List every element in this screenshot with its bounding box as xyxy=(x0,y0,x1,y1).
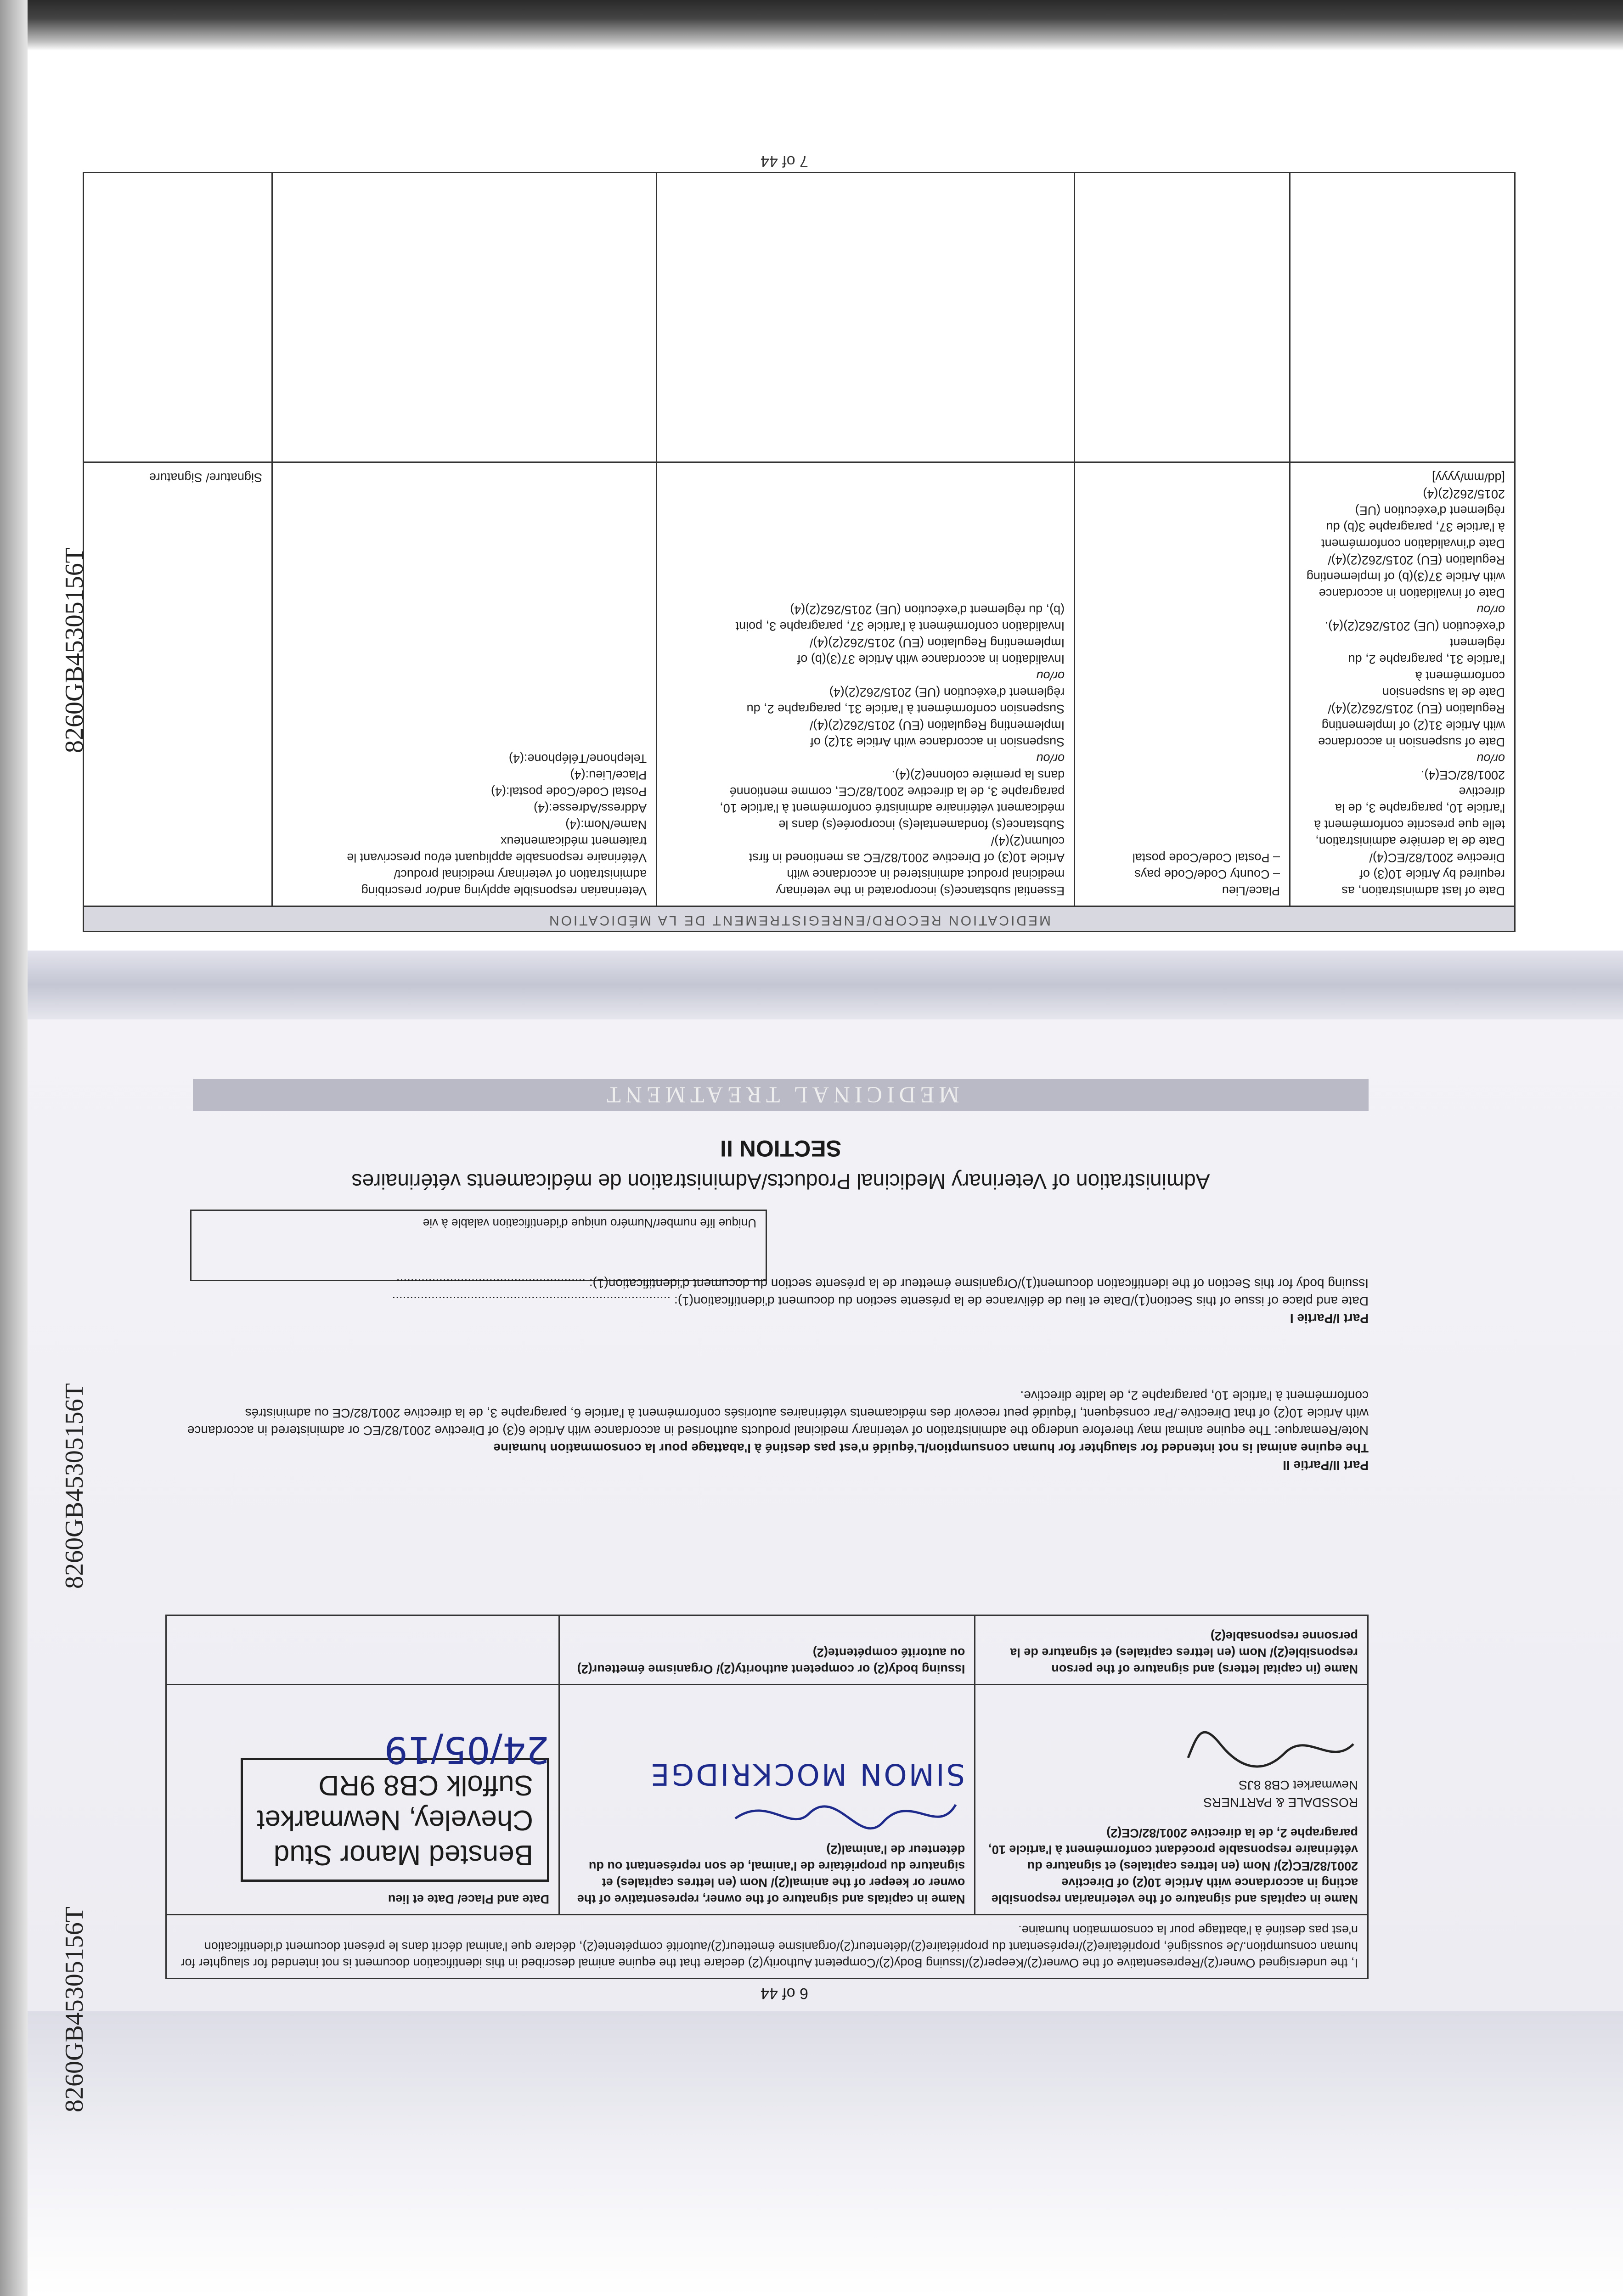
col4-line: administration of veterinary medicinal product/ xyxy=(394,867,647,881)
col1-line: required by Article 10(3) of xyxy=(1359,867,1505,881)
col3-line: or/ou xyxy=(1036,669,1065,683)
date-column-header xyxy=(1290,462,1515,906)
col1-line: Directive 2001/82/EC(4)/ xyxy=(1369,851,1505,865)
col4-line: Address/Adresse:(4) xyxy=(534,801,647,815)
col1-line: or/ou xyxy=(1476,603,1505,617)
signature-entry-cell[interactable] xyxy=(84,173,272,462)
part2-note: Note/Remarque: The equine animal may therefore undergo the administration of veterinary medicinal products authorised in accordance with Article 6(3) of Directive 2001/82/EC or administered in accordance with Article 10(2) of that Directive./Par conséquent, l'équidé peut recevoir des médicaments vétérinaires autorisés conformément à l'article 6, paragraphe 3, de la directive 2001/82/CE ou administrés conformément à l'article 10, paragraphe 2, de ladite directive. xyxy=(187,1389,1369,1438)
owner-signature-cell[interactable] xyxy=(559,1685,975,1915)
veterinarian-signature-cell[interactable] xyxy=(975,1685,1368,1915)
passport-gutter xyxy=(28,951,1623,1019)
scan-left-edge xyxy=(0,0,28,2296)
medication-record-banner: MEDICATION RECORD/ENREGISTREMENT DE LA MÉDICATION xyxy=(84,906,1515,932)
blank-cell[interactable] xyxy=(166,1615,559,1685)
issuing-body-cell[interactable] xyxy=(559,1615,975,1685)
declaration-text: I, the undersigned Owner(2)/Representative of the Owner(2)/Keeper(2)/Issuing Body(2)/Competent Authority(2) declare that the equine animal described in this identification document is not intended for slaughter for human consumption./Je soussigné, propriétaire(2)/représentant du propriétaire(2)/détenteur(2)/organisme émetteur(2)/autorité compétente(2), déclare que l'animal décrit dans le présent document d'identification n'est pas destiné à l'abattage pour la consommation humaine. xyxy=(166,1915,1368,1979)
vet-stamp-line-2: Newmarket CB8 8JS xyxy=(1239,1778,1358,1792)
col1-line: Date d'invalidation conformément xyxy=(1321,537,1505,551)
part1-block xyxy=(165,1275,1369,1327)
place-column-header xyxy=(1075,462,1290,906)
medicinal-treatment-banner xyxy=(193,1079,1369,1111)
owner-signature xyxy=(726,1786,965,1841)
place-entry-cell[interactable] xyxy=(1075,173,1290,462)
col4-line: Postal Code/Code postal:(4) xyxy=(490,785,647,799)
col3-line: Article 10(3) of Directive 2001/82/EC as mentioned in first xyxy=(749,851,1065,865)
date-place-cell[interactable] xyxy=(166,1685,559,1915)
col1-line: l'article 10, paragraphe 3, de la directive xyxy=(1335,785,1505,815)
col3-line: Essential substance(s) incorporated in the veterinary xyxy=(776,884,1065,898)
col2-line: – County Code/Code pays xyxy=(1134,867,1280,881)
section-subtitle: Administration of Veterinary Medicinal Products/Administration de médicaments vétérinaires xyxy=(351,1170,1210,1193)
col1-line: l'article 31, paragraphe 2, du règlement xyxy=(1348,636,1505,666)
col4-line: Telephone/Téléphone:(4) xyxy=(508,752,647,765)
veterinarian-signature xyxy=(1183,1726,1358,1776)
col1-line: Date of last administration, as xyxy=(1341,884,1505,898)
signature-label: Signature/ Signature xyxy=(149,471,263,484)
part1-issue-date-line: Date and place of issue of this Section(1)/Date et lieu de délivrance de la présente section du document d'identification(1): .............................................................................. xyxy=(392,1294,1369,1308)
page-number-lower: 6 of 44 xyxy=(761,1985,808,2002)
part1-title: Part I/Partie I xyxy=(1290,1311,1369,1326)
col1-line: with Article 31(2) of Implementing xyxy=(1321,719,1505,732)
col3-line: or/ou xyxy=(1036,752,1065,765)
col4-line: Name/Nom:(4) xyxy=(565,818,647,832)
col1-line: règlement d'exécution (UE) 2015/262(2)(4) xyxy=(1355,487,1505,518)
part1-issuing-body-line: Issuing body for this Section of the identification document(1)/Organisme émetteur de la présente section du document d'identification(1): ..................................................... xyxy=(396,1277,1369,1291)
scan-bottom-shading xyxy=(28,2011,1623,2296)
col3-line: règlement d'exécution (UE) 2015/262(2)(4) xyxy=(829,686,1065,699)
part2-title: Part II/Partie II xyxy=(1283,1458,1369,1473)
col1-line: Date of invalidation in accordance xyxy=(1319,586,1505,600)
substance-column-text xyxy=(666,602,1065,899)
col3-line: paragraphe 3, de la directive 2001/82/CE, comme mentionné xyxy=(729,785,1065,799)
banner-text: MEDICINAL TREATMENT xyxy=(602,1082,959,1108)
medication-record-page xyxy=(64,106,1534,951)
col1-line: Date of suspension in accordance xyxy=(1318,735,1505,749)
col4-line: traitement médicamenteux xyxy=(501,834,647,848)
col1-line: Date de la dernière administration, xyxy=(1315,834,1505,848)
page-number-upper: 7 of 44 xyxy=(761,152,808,170)
date-column-text xyxy=(1300,469,1505,899)
col1-line: d'exécution (UE) 2015/262(2)(4). xyxy=(1324,619,1505,633)
col2-line: Place/Lieu xyxy=(1222,884,1280,898)
date-entry-cell[interactable] xyxy=(1290,173,1515,462)
col4-line: Veterinarian responsible applying and/or prescribing xyxy=(361,884,647,898)
col1-line: Regulation (EU) 2015/262(2)(4)/ xyxy=(1328,702,1505,716)
veterinarian-entry-cell[interactable] xyxy=(272,173,657,462)
place-column-text xyxy=(1084,850,1280,899)
part2-block xyxy=(165,1387,1369,1474)
col3-line: Invalidation conformément à l'article 37, paragraphe 3, point xyxy=(735,619,1065,633)
col1-line: Date de la suspension conformément à xyxy=(1382,669,1505,699)
unique-life-number-box[interactable] xyxy=(190,1210,767,1281)
col3-line: medicinal product administered in accordance with xyxy=(787,867,1065,881)
col3-line: Implementing Regulation (EU) 2015/262(2)(4)/ xyxy=(809,636,1065,650)
veterinarian-column-header xyxy=(272,462,657,906)
veterinarian-column-text xyxy=(282,750,647,899)
serial-number-margin: 8260GB45305156T xyxy=(60,1907,89,2112)
scan-top-edge xyxy=(0,0,1623,51)
signature-column-header xyxy=(84,462,272,906)
col3-line: Substance(s) fondamentale(s) incorporée(s) dans le xyxy=(778,818,1065,832)
vet-stamp-line-1: ROSSDALE & PARTNERS xyxy=(1203,1795,1358,1810)
owner-column-label: Name in capitals and signature of the owner, representative of the owner or keeper of the animal(2)/ Nom (en lettres capitales) et signature du propriétaire de l'animal, de son représentant ou du détenteur de l'animal(2) xyxy=(577,1843,965,1906)
stamp-line-2: Cheveley, Newmarket xyxy=(257,1804,533,1836)
owner-name-handwritten: SIMON MOCKRIDGE xyxy=(649,1757,965,1791)
substance-column-header xyxy=(657,462,1075,906)
vet-practice-stamp xyxy=(985,1776,1358,1811)
medication-record-table xyxy=(83,172,1516,932)
col4-line: Place/Lieu:(4) xyxy=(570,768,647,782)
col1-line: [dd/mm/yyyy] xyxy=(1431,471,1505,484)
handwritten-date: 24/05/19 xyxy=(384,1728,549,1771)
col3-line: dans la première colonne(2)(4). xyxy=(891,768,1065,782)
col3-line: Invalidation in accordance with Article 37(3)(b) of xyxy=(797,653,1065,666)
col1-line: à l'article 37, paragraphe 3(b) du xyxy=(1326,520,1505,534)
section-title: SECTION II xyxy=(720,1136,841,1161)
part2-heading: The equine animal is not intended for slaughter for human consumption/L'équidé n'est pas destiné à l'abattage pour la consommation humaine xyxy=(493,1441,1369,1455)
substance-entry-cell[interactable] xyxy=(657,173,1075,462)
col3-line: Suspension in accordance with Article 31(2) of xyxy=(810,735,1065,749)
col1-line: Regulation (EU) 2015/262(2)(4)/ xyxy=(1328,553,1505,567)
col3-line: Implementing Regulation (EU) 2015/262(2)(4)/ xyxy=(809,719,1065,732)
col2-line: – Postal Code/Code postal xyxy=(1132,851,1280,865)
col1-line: or/ou xyxy=(1476,752,1505,765)
responsible-person-cell[interactable] xyxy=(975,1615,1368,1685)
col4-line: Vétérinaire responsable appliquant et/ou prescrivant le xyxy=(347,851,647,865)
col3-line: column(2)(4)/ xyxy=(991,834,1065,848)
date-place-label: Date and Place/ Date et lieu xyxy=(388,1892,549,1906)
serial-number-lower: 8260GB45305156T xyxy=(60,1383,89,1589)
col1-line: with Article 37(3)(b) of Implementing xyxy=(1306,570,1505,584)
col1-line: 2001/82/CE(4). xyxy=(1420,768,1505,782)
veterinarian-column-label: Name in capitals and signature of the veterinarian responsible acting in accordance with Article 10(2) of Directive 2001/82/EC(2)/ Nom (en lettres capitales) et signature du vétérinaire responsable procédant conformément à l'article 10, paragraphe 2, de la directive 2001/82/CE(2) xyxy=(988,1826,1358,1906)
medicinal-treatment-page xyxy=(64,1024,1534,2016)
issuing-body-label: Issuing body(2) or competent authority(2)/ Organisme émetteur(2) ou autorité compétente(2) xyxy=(577,1646,965,1676)
stamp-line-3: Suffolk CB8 9RD xyxy=(318,1769,533,1801)
col3-line: Suspension conformément à l'article 31, paragraphe 2, du xyxy=(746,702,1065,716)
declaration-table xyxy=(165,1615,1369,1979)
responsible-person-label: Name (in capital letters) and signature of the person responsible(2)/ Nom (en lettres capitales) et signature de la personne responsable(2) xyxy=(1010,1629,1358,1676)
unique-life-number-label: Unique life number/Numéro unique d'identification valable à vie xyxy=(423,1216,756,1230)
col3-line: médicament vétérinaire administré conformément à l'article 10, xyxy=(720,801,1065,815)
col1-line: telle que prescrite conformément à xyxy=(1314,818,1505,832)
stud-address-stamp xyxy=(241,1758,549,1882)
col3-line: (b), du règlement d'exécution (UE) 2015/262(2)(4) xyxy=(790,603,1065,617)
stamp-line-1: Bensted Manor Stud xyxy=(273,1839,533,1871)
serial-number-upper: 8260GB45305156T xyxy=(60,547,89,753)
